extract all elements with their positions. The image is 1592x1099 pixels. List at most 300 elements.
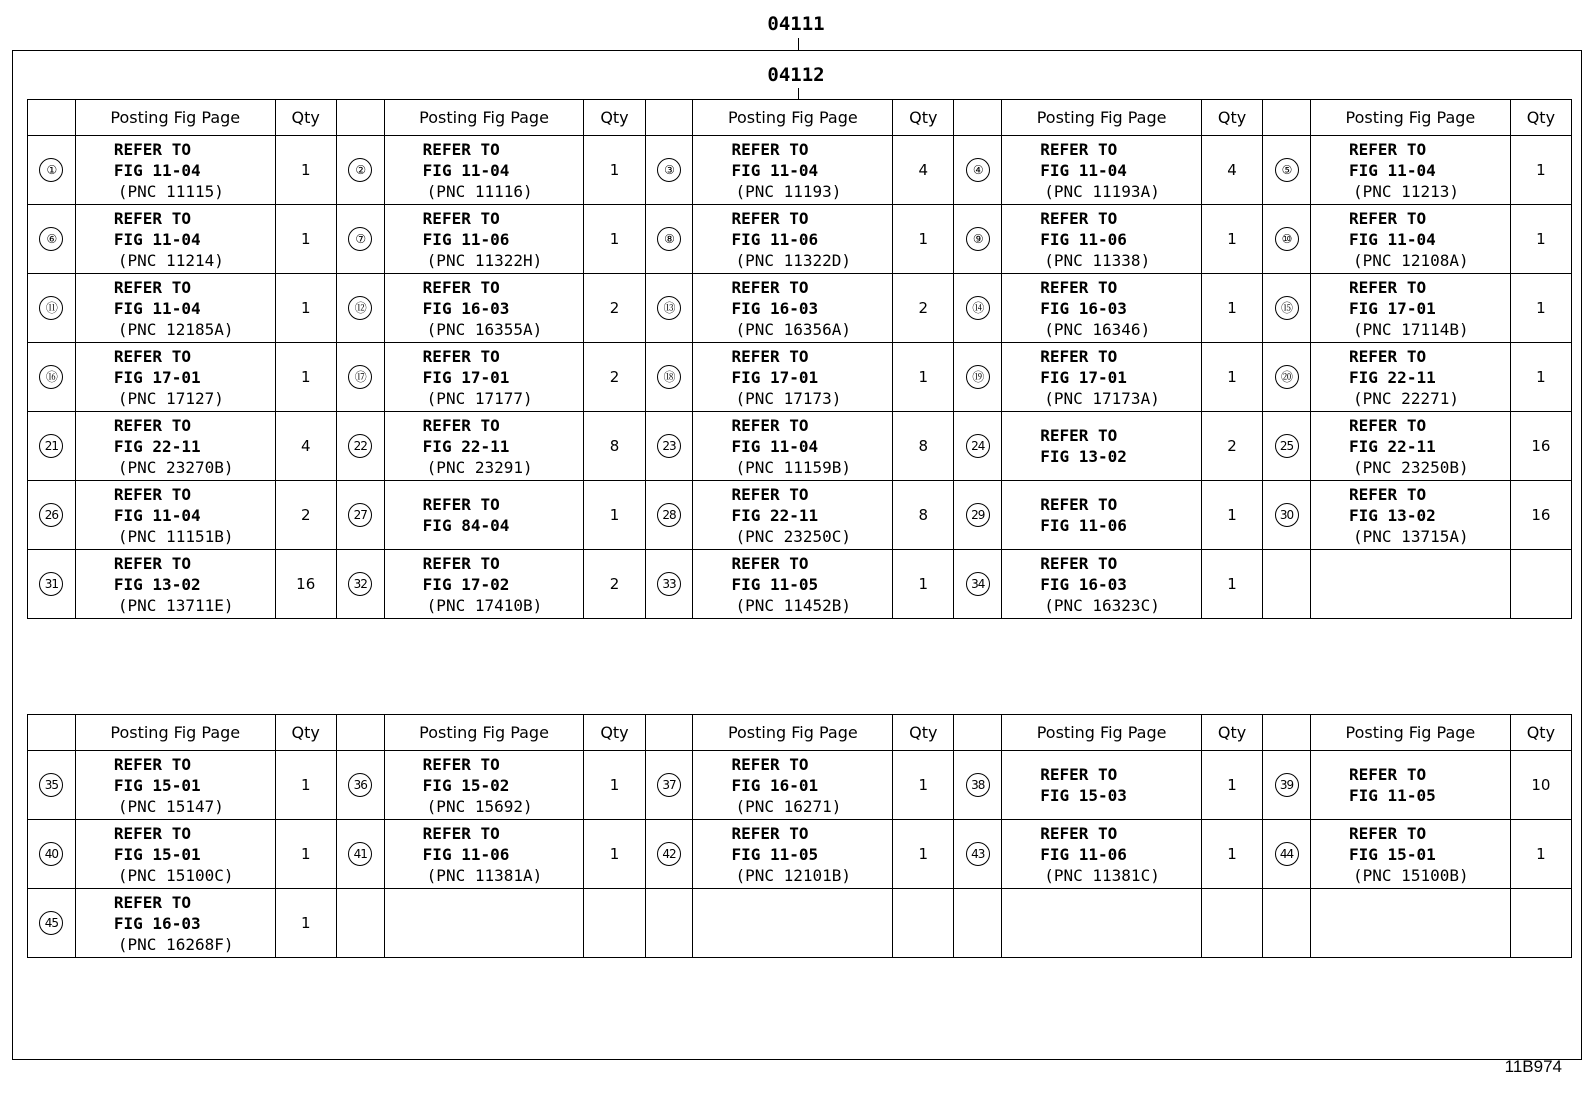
item-number-cell bbox=[954, 274, 1002, 343]
pnc-reference: (PNC 15100C) bbox=[117, 865, 234, 885]
posting-reference-cell bbox=[1311, 751, 1511, 820]
item-number-cell bbox=[1263, 889, 1311, 958]
item-number-cell bbox=[1263, 136, 1311, 205]
posting-reference-cell bbox=[1002, 820, 1202, 889]
item-number-cell bbox=[954, 343, 1002, 412]
item-number-badge: 22 bbox=[348, 434, 372, 458]
fig-reference: FIG 22-11 bbox=[1349, 436, 1436, 456]
pnc-reference: (PNC 11193A) bbox=[1044, 181, 1160, 201]
pnc-reference: (PNC 22271) bbox=[1353, 388, 1459, 408]
item-number-badge: ⑰ bbox=[348, 365, 372, 389]
item-number-cell bbox=[954, 820, 1002, 889]
item-number-badge: ⑫ bbox=[348, 296, 372, 320]
refer-to-text: REFER TO bbox=[1349, 484, 1427, 504]
item-number-badge: 25 bbox=[1275, 434, 1299, 458]
fig-reference: FIG 11-05 bbox=[731, 574, 819, 594]
fig-reference: FIG 22-11 bbox=[113, 436, 201, 456]
qty-cell: 1 bbox=[584, 751, 645, 820]
item-number-badge: ⑨ bbox=[966, 227, 990, 251]
refer-to-text: REFER TO bbox=[422, 346, 500, 366]
posting-reference-cell bbox=[384, 343, 584, 412]
pnc-reference: (PNC 23250B) bbox=[1353, 457, 1469, 477]
pnc-reference: (PNC 12101B) bbox=[735, 865, 852, 885]
pnc-reference: (PNC 23250C) bbox=[735, 526, 852, 546]
posting-reference-cell bbox=[1311, 889, 1511, 958]
refer-to-text: REFER TO bbox=[1349, 765, 1427, 784]
refer-to-text: REFER TO bbox=[1349, 277, 1427, 297]
qty-cell: 1 bbox=[275, 820, 336, 889]
qty-cell: 1 bbox=[1510, 205, 1571, 274]
table-row bbox=[28, 412, 1572, 481]
item-number-badge: ⑱ bbox=[657, 365, 681, 389]
refer-to-text: REFER TO bbox=[113, 892, 191, 912]
fig-reference: FIG 11-04 bbox=[113, 505, 201, 525]
table-row bbox=[28, 889, 1572, 958]
item-number-cell bbox=[645, 205, 693, 274]
posting-reference-cell bbox=[384, 205, 584, 274]
pnc-reference: (PNC 12108A) bbox=[1353, 250, 1469, 270]
refer-to-text: REFER TO bbox=[1040, 277, 1118, 297]
item-number-badge: 33 bbox=[657, 572, 681, 596]
qty-cell bbox=[1201, 889, 1262, 958]
item-number-cell bbox=[645, 481, 693, 550]
pnc-reference: (PNC 16356A) bbox=[735, 319, 852, 339]
figure-id: 11B974 bbox=[1504, 1057, 1562, 1076]
header-qty: Qty bbox=[1201, 100, 1262, 136]
item-number-cell bbox=[28, 550, 76, 619]
refer-to-text: REFER TO bbox=[422, 553, 500, 573]
pnc-reference: (PNC 23291) bbox=[426, 457, 533, 477]
header-qty: Qty bbox=[893, 100, 954, 136]
item-number-cell bbox=[645, 343, 693, 412]
header-posting-fig-page: Posting Fig Page bbox=[693, 715, 893, 751]
item-number-cell bbox=[1263, 274, 1311, 343]
posting-reference-cell bbox=[384, 751, 584, 820]
item-number-badge: ⑦ bbox=[348, 227, 372, 251]
parts-table-lower bbox=[27, 714, 1572, 958]
qty-cell: 2 bbox=[1201, 412, 1262, 481]
fig-reference: FIG 15-01 bbox=[1349, 844, 1436, 864]
item-number-cell bbox=[336, 550, 384, 619]
posting-reference-cell bbox=[1311, 820, 1511, 889]
qty-cell: 1 bbox=[1201, 274, 1262, 343]
posting-reference-cell bbox=[1002, 889, 1202, 958]
posting-reference-cell bbox=[75, 481, 275, 550]
item-number-badge: ⑲ bbox=[966, 365, 990, 389]
item-number-badge: 44 bbox=[1275, 842, 1299, 866]
pnc-reference: (PNC 12185A) bbox=[117, 319, 234, 339]
item-number-badge: 30 bbox=[1275, 503, 1299, 527]
qty-cell: 1 bbox=[1201, 820, 1262, 889]
refer-to-text: REFER TO bbox=[1349, 823, 1427, 843]
item-number-badge: ⑧ bbox=[657, 227, 681, 251]
item-number-badge: 21 bbox=[39, 434, 63, 458]
qty-cell: 1 bbox=[275, 136, 336, 205]
fig-reference: FIG 22-11 bbox=[1349, 367, 1436, 387]
item-number-badge: 32 bbox=[348, 572, 372, 596]
posting-reference-cell bbox=[1002, 136, 1202, 205]
qty-cell: 1 bbox=[275, 274, 336, 343]
item-number-badge: ⑭ bbox=[966, 296, 990, 320]
item-number-cell bbox=[28, 889, 76, 958]
posting-reference-cell bbox=[1002, 343, 1202, 412]
header-qty: Qty bbox=[1201, 715, 1262, 751]
fig-reference: FIG 22-11 bbox=[422, 436, 510, 456]
fig-reference: FIG 11-04 bbox=[422, 160, 510, 180]
refer-to-text: REFER TO bbox=[422, 495, 500, 514]
header-qty: Qty bbox=[584, 100, 645, 136]
header-qty: Qty bbox=[584, 715, 645, 751]
fig-reference: FIG 22-11 bbox=[731, 505, 819, 525]
refer-to-text: REFER TO bbox=[113, 139, 191, 159]
fig-reference: FIG 16-03 bbox=[1040, 298, 1127, 318]
header-posting-fig-page: Posting Fig Page bbox=[1311, 100, 1511, 136]
item-number-badge: ⑥ bbox=[39, 227, 63, 251]
posting-reference-cell bbox=[75, 205, 275, 274]
item-number-cell bbox=[336, 343, 384, 412]
item-number-badge: 31 bbox=[39, 572, 63, 596]
pnc-reference: (PNC 16271) bbox=[735, 796, 842, 816]
fig-reference: FIG 11-06 bbox=[1040, 229, 1127, 249]
header-index-cell bbox=[645, 715, 693, 751]
outer-code-tick bbox=[798, 38, 799, 50]
item-number-badge: 35 bbox=[39, 773, 63, 797]
qty-cell: 10 bbox=[1510, 751, 1571, 820]
item-number-cell bbox=[28, 343, 76, 412]
item-number-cell bbox=[645, 136, 693, 205]
posting-reference-cell bbox=[1002, 481, 1202, 550]
posting-reference-cell bbox=[693, 205, 893, 274]
item-number-cell bbox=[336, 751, 384, 820]
posting-reference-cell bbox=[693, 274, 893, 343]
item-number-badge: ⑳ bbox=[1275, 365, 1299, 389]
item-number-cell bbox=[28, 205, 76, 274]
item-number-cell bbox=[954, 412, 1002, 481]
qty-cell: 1 bbox=[1510, 343, 1571, 412]
fig-reference: FIG 11-04 bbox=[113, 298, 201, 318]
refer-to-text: REFER TO bbox=[113, 208, 191, 228]
item-number-cell bbox=[336, 820, 384, 889]
refer-to-text: REFER TO bbox=[422, 139, 500, 159]
refer-to-text: REFER TO bbox=[1040, 495, 1118, 514]
pnc-reference: (PNC 11322H) bbox=[426, 250, 543, 270]
refer-to-text: REFER TO bbox=[1349, 139, 1427, 159]
header-posting-fig-page: Posting Fig Page bbox=[1002, 100, 1202, 136]
qty-cell: 4 bbox=[893, 136, 954, 205]
fig-reference: FIG 11-04 bbox=[731, 436, 819, 456]
table-row bbox=[28, 274, 1572, 343]
refer-to-text: REFER TO bbox=[731, 484, 809, 504]
item-number-cell bbox=[1263, 412, 1311, 481]
refer-to-text: REFER TO bbox=[422, 754, 500, 774]
item-number-cell bbox=[954, 889, 1002, 958]
fig-reference: FIG 11-04 bbox=[113, 229, 201, 249]
posting-reference-cell bbox=[75, 136, 275, 205]
posting-reference-cell bbox=[693, 751, 893, 820]
qty-cell: 1 bbox=[1201, 751, 1262, 820]
qty-cell: 1 bbox=[584, 205, 645, 274]
item-number-cell bbox=[28, 412, 76, 481]
item-number-cell bbox=[954, 205, 1002, 274]
fig-reference: FIG 11-06 bbox=[422, 229, 510, 249]
fig-reference: FIG 16-03 bbox=[422, 298, 510, 318]
posting-reference-cell bbox=[693, 136, 893, 205]
header-index-cell bbox=[1263, 100, 1311, 136]
header-qty: Qty bbox=[1510, 715, 1571, 751]
item-number-badge: ⑤ bbox=[1275, 158, 1299, 182]
qty-cell: 1 bbox=[893, 550, 954, 619]
item-number-cell bbox=[954, 481, 1002, 550]
item-number-cell bbox=[645, 820, 693, 889]
refer-to-text: REFER TO bbox=[1349, 415, 1427, 435]
pnc-reference: (PNC 11338) bbox=[1044, 250, 1151, 270]
fig-reference: FIG 15-01 bbox=[113, 775, 201, 795]
pnc-reference: (PNC 11213) bbox=[1353, 181, 1459, 201]
item-number-badge: 42 bbox=[657, 842, 681, 866]
qty-cell: 1 bbox=[893, 343, 954, 412]
item-number-badge: 41 bbox=[348, 842, 372, 866]
header-posting-fig-page: Posting Fig Page bbox=[75, 100, 275, 136]
fig-reference: FIG 17-01 bbox=[731, 367, 819, 387]
item-number-cell bbox=[1263, 481, 1311, 550]
item-number-cell bbox=[336, 136, 384, 205]
refer-to-text: REFER TO bbox=[1349, 208, 1427, 228]
item-number-badge: ⑬ bbox=[657, 296, 681, 320]
pnc-reference: (PNC 15147) bbox=[117, 796, 224, 816]
pnc-reference: (PNC 23270B) bbox=[117, 457, 234, 477]
header-posting-fig-page: Posting Fig Page bbox=[384, 100, 584, 136]
posting-reference-cell bbox=[75, 550, 275, 619]
qty-cell: 1 bbox=[1201, 550, 1262, 619]
header-posting-fig-page: Posting Fig Page bbox=[75, 715, 275, 751]
item-number-cell bbox=[645, 274, 693, 343]
fig-reference: FIG 11-04 bbox=[113, 160, 201, 180]
item-number-cell bbox=[1263, 550, 1311, 619]
parts-table-upper bbox=[27, 99, 1572, 619]
refer-to-text: REFER TO bbox=[731, 139, 809, 159]
refer-to-text: REFER TO bbox=[1040, 553, 1118, 573]
item-number-badge: 43 bbox=[966, 842, 990, 866]
fig-reference: FIG 11-04 bbox=[731, 160, 819, 180]
fig-reference: FIG 16-03 bbox=[731, 298, 819, 318]
refer-to-text: REFER TO bbox=[1040, 139, 1118, 159]
fig-reference: FIG 11-06 bbox=[1040, 516, 1127, 535]
qty-cell: 1 bbox=[275, 889, 336, 958]
qty-cell: 1 bbox=[893, 751, 954, 820]
posting-reference-cell bbox=[75, 751, 275, 820]
pnc-reference: (PNC 16355A) bbox=[426, 319, 543, 339]
qty-cell: 8 bbox=[584, 412, 645, 481]
item-number-badge: 40 bbox=[39, 842, 63, 866]
posting-reference-cell bbox=[384, 481, 584, 550]
qty-cell: 16 bbox=[1510, 412, 1571, 481]
fig-reference: FIG 16-03 bbox=[1040, 574, 1127, 594]
refer-to-text: REFER TO bbox=[422, 277, 500, 297]
posting-reference-cell bbox=[384, 889, 584, 958]
item-number-badge: 34 bbox=[966, 572, 990, 596]
posting-reference-cell bbox=[384, 274, 584, 343]
item-number-cell bbox=[28, 274, 76, 343]
item-number-cell bbox=[1263, 820, 1311, 889]
header-index-cell bbox=[954, 100, 1002, 136]
fig-reference: FIG 11-05 bbox=[1349, 786, 1436, 805]
refer-to-text: REFER TO bbox=[731, 754, 809, 774]
refer-to-text: REFER TO bbox=[422, 823, 500, 843]
item-number-badge: ⑩ bbox=[1275, 227, 1299, 251]
table-row bbox=[28, 205, 1572, 274]
item-number-badge: ④ bbox=[966, 158, 990, 182]
pnc-reference: (PNC 15100B) bbox=[1353, 865, 1469, 885]
item-number-cell bbox=[336, 412, 384, 481]
qty-cell bbox=[1510, 889, 1571, 958]
pnc-reference: (PNC 16268F) bbox=[117, 934, 234, 954]
item-number-cell bbox=[1263, 205, 1311, 274]
fig-reference: FIG 17-01 bbox=[1040, 367, 1127, 387]
posting-reference-cell bbox=[693, 820, 893, 889]
pnc-reference: (PNC 17173A) bbox=[1044, 388, 1160, 408]
item-number-cell bbox=[1263, 751, 1311, 820]
qty-cell: 1 bbox=[275, 205, 336, 274]
posting-reference-cell bbox=[1002, 274, 1202, 343]
posting-reference-cell bbox=[1311, 343, 1511, 412]
qty-cell bbox=[584, 889, 645, 958]
table-row bbox=[28, 820, 1572, 889]
inner-assembly-code: 04112 bbox=[767, 64, 825, 86]
pnc-reference: (PNC 17114B) bbox=[1353, 319, 1469, 339]
fig-reference: FIG 13-02 bbox=[1349, 505, 1436, 525]
posting-reference-cell bbox=[75, 889, 275, 958]
item-number-cell bbox=[645, 889, 693, 958]
posting-reference-cell bbox=[693, 889, 893, 958]
qty-cell bbox=[1510, 550, 1571, 619]
pnc-reference: (PNC 11159B) bbox=[735, 457, 852, 477]
table-row bbox=[28, 751, 1572, 820]
fig-reference: FIG 13-02 bbox=[113, 574, 201, 594]
header-posting-fig-page: Posting Fig Page bbox=[1002, 715, 1202, 751]
posting-reference-cell bbox=[75, 412, 275, 481]
item-number-cell bbox=[336, 889, 384, 958]
posting-reference-cell bbox=[1002, 205, 1202, 274]
pnc-reference: (PNC 11193) bbox=[735, 181, 842, 201]
header-index-cell bbox=[645, 100, 693, 136]
table-row bbox=[28, 343, 1572, 412]
item-number-cell bbox=[28, 751, 76, 820]
qty-cell: 2 bbox=[584, 550, 645, 619]
refer-to-text: REFER TO bbox=[1040, 765, 1118, 784]
qty-cell: 16 bbox=[1510, 481, 1571, 550]
refer-to-text: REFER TO bbox=[113, 823, 191, 843]
refer-to-text: REFER TO bbox=[113, 346, 191, 366]
refer-to-text: REFER TO bbox=[731, 415, 809, 435]
refer-to-text: REFER TO bbox=[113, 415, 191, 435]
refer-to-text: REFER TO bbox=[1040, 346, 1118, 366]
fig-reference: FIG 17-01 bbox=[1349, 298, 1436, 318]
item-number-cell bbox=[28, 136, 76, 205]
pnc-reference: (PNC 11322D) bbox=[735, 250, 852, 270]
posting-reference-cell bbox=[1002, 751, 1202, 820]
posting-reference-cell bbox=[384, 412, 584, 481]
fig-reference: FIG 13-02 bbox=[1040, 447, 1127, 466]
refer-to-text: REFER TO bbox=[1040, 823, 1118, 843]
qty-cell: 8 bbox=[893, 481, 954, 550]
pnc-reference: (PNC 11116) bbox=[426, 181, 533, 201]
header-qty: Qty bbox=[1510, 100, 1571, 136]
item-number-badge: 29 bbox=[966, 503, 990, 527]
header-index-cell bbox=[336, 100, 384, 136]
posting-reference-cell bbox=[1311, 136, 1511, 205]
pnc-reference: (PNC 17410B) bbox=[426, 595, 543, 615]
header-index-cell bbox=[336, 715, 384, 751]
item-number-cell bbox=[28, 820, 76, 889]
inner-code-tick bbox=[798, 88, 799, 99]
posting-reference-cell bbox=[1311, 481, 1511, 550]
item-number-badge: 24 bbox=[966, 434, 990, 458]
pnc-reference: (PNC 11151B) bbox=[117, 526, 234, 546]
posting-reference-cell bbox=[75, 274, 275, 343]
refer-to-text: REFER TO bbox=[113, 553, 191, 573]
posting-reference-cell bbox=[75, 343, 275, 412]
fig-reference: FIG 15-01 bbox=[113, 844, 201, 864]
item-number-cell bbox=[336, 274, 384, 343]
refer-to-text: REFER TO bbox=[731, 346, 809, 366]
refer-to-text: REFER TO bbox=[731, 823, 809, 843]
pnc-reference: (PNC 11214) bbox=[117, 250, 224, 270]
pnc-reference: (PNC 17127) bbox=[117, 388, 224, 408]
posting-reference-cell bbox=[384, 820, 584, 889]
header-qty: Qty bbox=[893, 715, 954, 751]
table-row bbox=[28, 550, 1572, 619]
header-qty: Qty bbox=[275, 715, 336, 751]
item-number-cell bbox=[1263, 343, 1311, 412]
posting-reference-cell bbox=[1311, 274, 1511, 343]
header-index-cell bbox=[954, 715, 1002, 751]
header-index-cell bbox=[28, 100, 76, 136]
item-number-cell bbox=[954, 136, 1002, 205]
refer-to-text: REFER TO bbox=[1040, 426, 1118, 445]
posting-reference-cell bbox=[693, 412, 893, 481]
pnc-reference: (PNC 13711E) bbox=[117, 595, 234, 615]
header-posting-fig-page: Posting Fig Page bbox=[693, 100, 893, 136]
refer-to-text: REFER TO bbox=[422, 415, 500, 435]
outer-assembly-code: 04111 bbox=[767, 13, 825, 35]
fig-reference: FIG 11-06 bbox=[731, 229, 819, 249]
refer-to-text: REFER TO bbox=[113, 484, 191, 504]
posting-reference-cell bbox=[1002, 550, 1202, 619]
qty-cell: 1 bbox=[1510, 136, 1571, 205]
pnc-reference: (PNC 16323C) bbox=[1044, 595, 1160, 615]
refer-to-text: REFER TO bbox=[731, 277, 809, 297]
refer-to-text: REFER TO bbox=[422, 208, 500, 228]
qty-cell: 1 bbox=[1201, 481, 1262, 550]
qty-cell: 1 bbox=[275, 343, 336, 412]
qty-cell: 1 bbox=[584, 481, 645, 550]
posting-reference-cell bbox=[384, 550, 584, 619]
fig-reference: FIG 17-01 bbox=[113, 367, 201, 387]
posting-reference-cell bbox=[75, 820, 275, 889]
pnc-reference: (PNC 17177) bbox=[426, 388, 533, 408]
posting-reference-cell bbox=[1002, 412, 1202, 481]
posting-reference-cell bbox=[693, 550, 893, 619]
item-number-cell bbox=[645, 751, 693, 820]
qty-cell: 16 bbox=[275, 550, 336, 619]
header-index-cell bbox=[1263, 715, 1311, 751]
item-number-badge: 45 bbox=[39, 911, 63, 935]
pnc-reference: (PNC 17173) bbox=[735, 388, 842, 408]
item-number-badge: 39 bbox=[1275, 773, 1299, 797]
header-posting-fig-page: Posting Fig Page bbox=[1311, 715, 1511, 751]
refer-to-text: REFER TO bbox=[731, 208, 809, 228]
posting-reference-cell bbox=[693, 481, 893, 550]
